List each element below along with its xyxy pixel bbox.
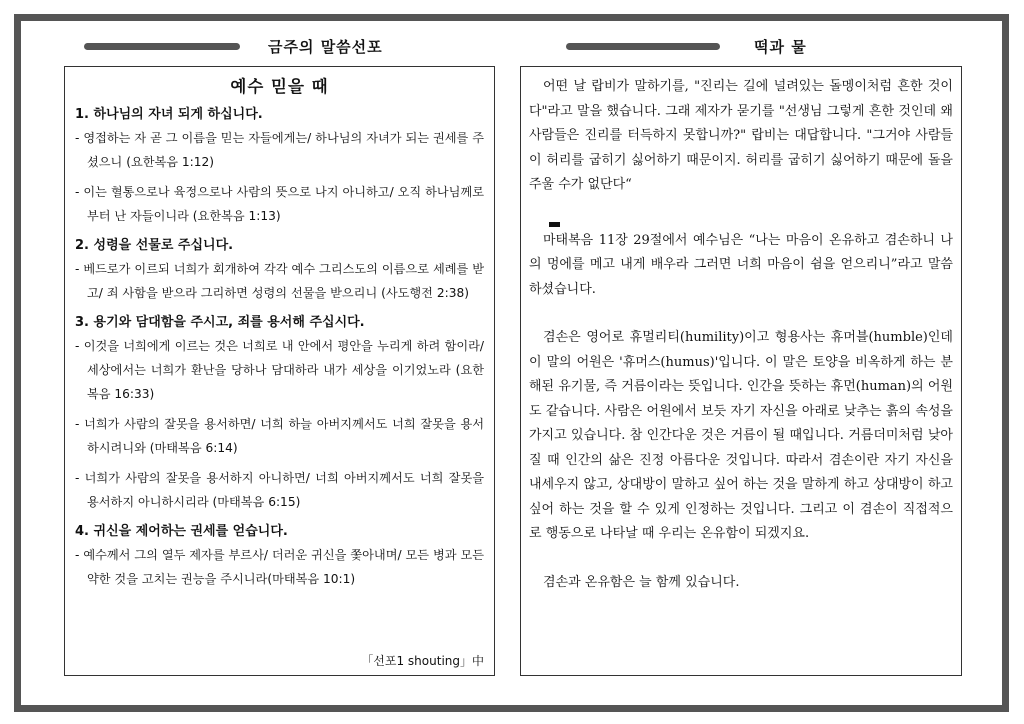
left-header-title: 금주의 말씀선포 xyxy=(268,37,383,56)
scripture-item: - 베드로가 이르되 너희가 회개하여 각각 예수 그리스도의 이름으로 세례를 받고/ 죄 사함을 받으라 그리하면 성령의 선물을 받으리니 (사도행전 2:38) xyxy=(75,262,484,300)
essay-paragraph: 어떤 날 랍비가 말하기를, "진리는 길에 널려있는 돌멩이처럼 흔한 것이다"라고 말을 했습니다. 그래 제자가 묻기를 "선생님 그렇게 흔한 것인데 왜 사람들은 진리를 터득하지 못합니까?" 랍비는 대답합니다. "그거야 사람들이 허리를 굽히기 싫어하기 때문이지. 허리를 굽히기 싫어하기 때문에 돌을 주울 수가 없단다“ xyxy=(529,79,953,192)
essay-paragraph: 마태복음 11장 29절에서 예수님은 “나는 마음이 온유하고 겸손하니 나의 멍에를 메고 내게 배우라 그러면 너희 마음이 쉼을 얻으리니”라고 말씀하셨습니다. xyxy=(529,232,953,297)
section-heading: 2. 성령을 선물로 주십니다. xyxy=(75,238,234,253)
right-header xyxy=(566,34,807,58)
section-heading: 4. 귀신을 제어하는 권세를 얻습니다. xyxy=(75,524,288,539)
scripture-item: - 영접하는 자 곧 그 이름을 믿는 자들에게는/ 하나님의 자녀가 되는 권세를 주셨으니 (요한복음 1:12) xyxy=(75,131,484,169)
scripture-item: - 너희가 사람의 잘못을 용서하지 아니하면/ 너희 아버지께서도 너희 잘못을 용서하지 아니하시리라 (마태복음 6:15) xyxy=(75,471,484,509)
section-heading: 1. 하나님의 자녀 되게 하십니다. xyxy=(75,107,263,122)
header-bar xyxy=(566,43,720,50)
scripture-item: - 이는 혈통으로나 육정으로나 사람의 뜻으로 나지 아니하고/ 오직 하나님께로부터 난 자들이니라 (요한복음 1:13) xyxy=(75,185,484,223)
sermon-title: 예수 믿을 때 xyxy=(230,77,329,96)
dash-mark xyxy=(549,222,560,227)
essay-box xyxy=(520,66,962,676)
scripture-item: - 너희가 사람의 잘못을 용서하면/ 너희 하늘 아버지께서도 너희 잘못을 용서하시려니와 (마태복음 6:14) xyxy=(75,417,484,455)
scripture-item: - 이것을 너희에게 이르는 것은 너희로 내 안에서 평안을 누리게 하려 함이라/ 세상에서는 너희가 환난을 당하나 담대하라 내가 세상을 이기었노라 (요한복음 16:33) xyxy=(75,339,484,401)
scripture-item: - 예수께서 그의 열두 제자를 부르사/ 더러운 귀신을 쫓아내며/ 모든 병과 모든 약한 것을 고치는 권능을 주시니라(마태복음 10:1) xyxy=(75,548,484,586)
essay-paragraph: 겸손은 영어로 휴멀리티(humility)이고 형용사는 휴머블(humble)인데 이 말의 어원은 '휴머스(humus)'입니다. 이 말은 토양을 비옥하게 하는 분해된 유기물, 즉 거름이라는 뜻입니다. 인간을 뜻하는 휴먼(human)의 어원도 같습니다. 사람은 어원에서 보듯 자기 자신을 아래로 낮추는 흙의 속성을 가지고 있습니다. 참 인간다운 것은 거름이 될 때입니다. 거름더미처럼 낮아질 때 인간의 삶은 진정 아름다운 것입니다. 따라서 겸손이란 자기 자신을 내세우지 않고, 상대방이 말하고 싶어 하는 것을 말하게 하고 상대방이 하고 싶어 하는 것을 할 수 있게 인정하는 것입니다. 그리고 이 겸손이 직접적으로 행동으로 나타날 때 우리는 온유함이 되겠지요. xyxy=(529,330,953,541)
right-header-title: 떡과 물 xyxy=(754,37,807,56)
essay-paragraph: 겸손과 온유함은 늘 함께 있습니다. xyxy=(543,574,740,590)
section-heading: 3. 용기와 담대함을 주시고, 죄를 용서해 주십시다. xyxy=(75,315,365,330)
header-bar xyxy=(84,43,240,50)
left-header xyxy=(84,34,383,58)
sermon-credit: 「선포1 shouting」中 xyxy=(361,654,484,668)
sermon-box xyxy=(64,66,495,676)
